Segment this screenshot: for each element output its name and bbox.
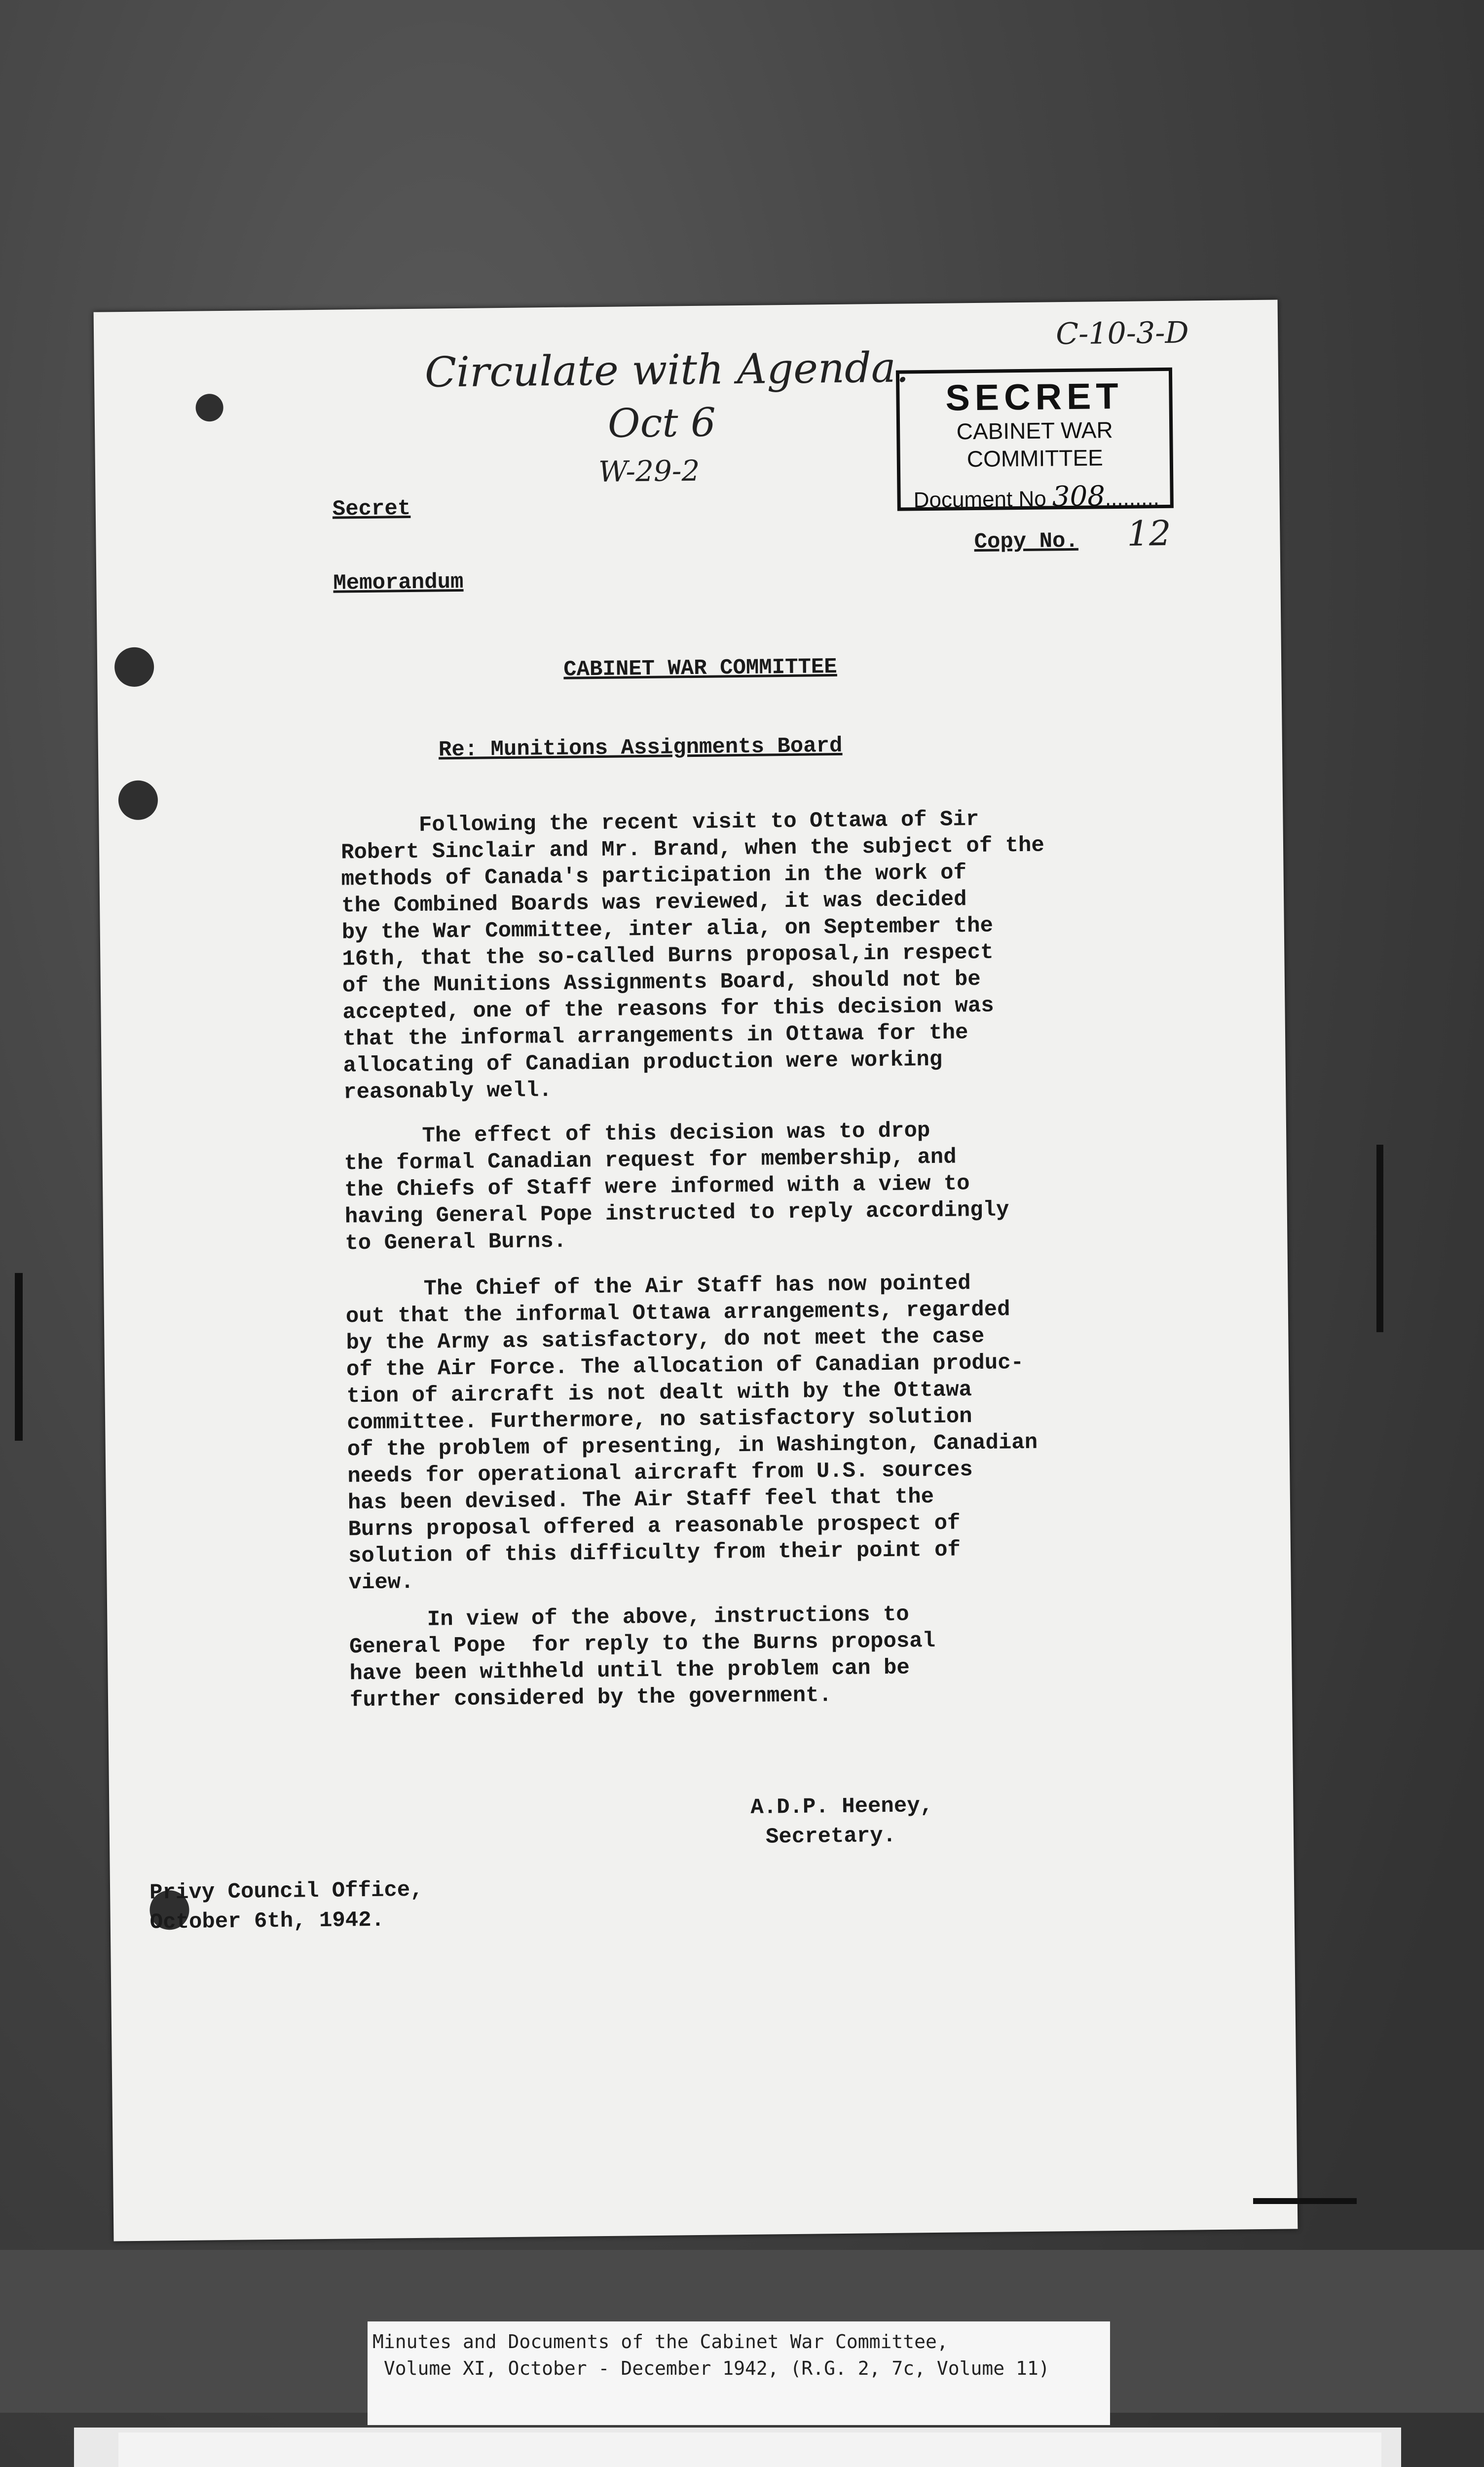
copy-label: Copy No. [974, 528, 1079, 555]
archives-card-face [118, 2432, 1381, 2467]
memo-page [94, 300, 1298, 2242]
date-line: October 6th, 1942. [149, 1907, 385, 1935]
paragraph-2: The effect of this decision was to drop the formal Canadian request for membership, and the Chiefs of Staff were informed with a view to having General Pope instructed to reply accordingly to General Burns. [343, 1119, 1009, 1256]
archive-caption [368, 2321, 1110, 2425]
stamp-doc-number: 308 [1052, 480, 1106, 513]
stamp-document-no: Document No 308......... [913, 480, 1160, 513]
stamp-title: SECRET [945, 375, 1123, 418]
caption-line-2: Volume XI, October - December 1942, (R.G. 2, 7c, Volume 11) [372, 2357, 1050, 2379]
signature-name: A.D.P. Heeney, [750, 1794, 933, 1820]
secret-stamp [896, 368, 1174, 511]
copy-number: 12 [1126, 513, 1171, 554]
handwritten-note: Circulate with Agenda. [424, 343, 910, 397]
caption-line-1: Minutes and Documents of the Cabinet War Committee, [372, 2331, 948, 2353]
classification: Secret [332, 496, 411, 522]
memo-type: Memorandum [333, 569, 464, 596]
punch-hole [114, 647, 154, 687]
signature-title: Secretary. [765, 1823, 896, 1850]
punch-hole [118, 780, 158, 820]
scan-mark [1253, 2198, 1357, 2204]
paragraph-4: In view of the above, instructions to General Pope for reply to the Burns proposal have been withheld until the problem can be further considered by the government. [349, 1602, 936, 1713]
office-line: Privy Council Office, [149, 1877, 423, 1906]
paragraph-3: The Chief of the Air Staff has now pointed out that the informal Ottawa arrangements, regarded by the Army as satisfactory, do not meet the case of the Air Force. The allocation of Canadian produc- tion of aircraft is not dealt with by the Ottawa committee. Furthermore, no satisfactory solution of the problem of presenting, in Washington, Canadian needs for operational aircraft from U.S. sources has been devised. The Air Staff feel that the Burns proposal offered a reasonable prospect of solution of this difficulty from their point of view. [345, 1271, 1038, 1596]
paragraph-1: Following the recent visit to Ottawa of Sir Robert Sinclair and Mr. Brand, when the subject of the methods of Canada's participation in the work of the Combined Boards was reviewed, it was decided by the War Committee, inter alia, on September the 16th, that the so-called Burns proposal,in respect of the Munitions Assignments Board, should not be accepted, one of the reasons for this decision was that the informal arrangements in Ottawa for the allocating of Canadian production were working reasonably well. [340, 807, 1045, 1105]
archives-card [74, 2428, 1401, 2467]
memo-subject: Re: Munitions Assignments Board [438, 733, 843, 763]
handwritten-date: Oct 6 [607, 399, 716, 447]
memo-heading: CABINET WAR COMMITTEE [563, 654, 837, 682]
handwritten-corner-ref: C-10-3-D [1055, 315, 1189, 352]
handwritten-file-ref: W-29-2 [598, 453, 700, 488]
stamp-subtitle: CABINET WAR COMMITTEE [956, 417, 1113, 472]
scan-mark [15, 1273, 23, 1441]
stamp-doc-label: Document No [913, 486, 1046, 513]
scan-mark [1376, 1145, 1383, 1332]
punch-hole [195, 394, 223, 422]
